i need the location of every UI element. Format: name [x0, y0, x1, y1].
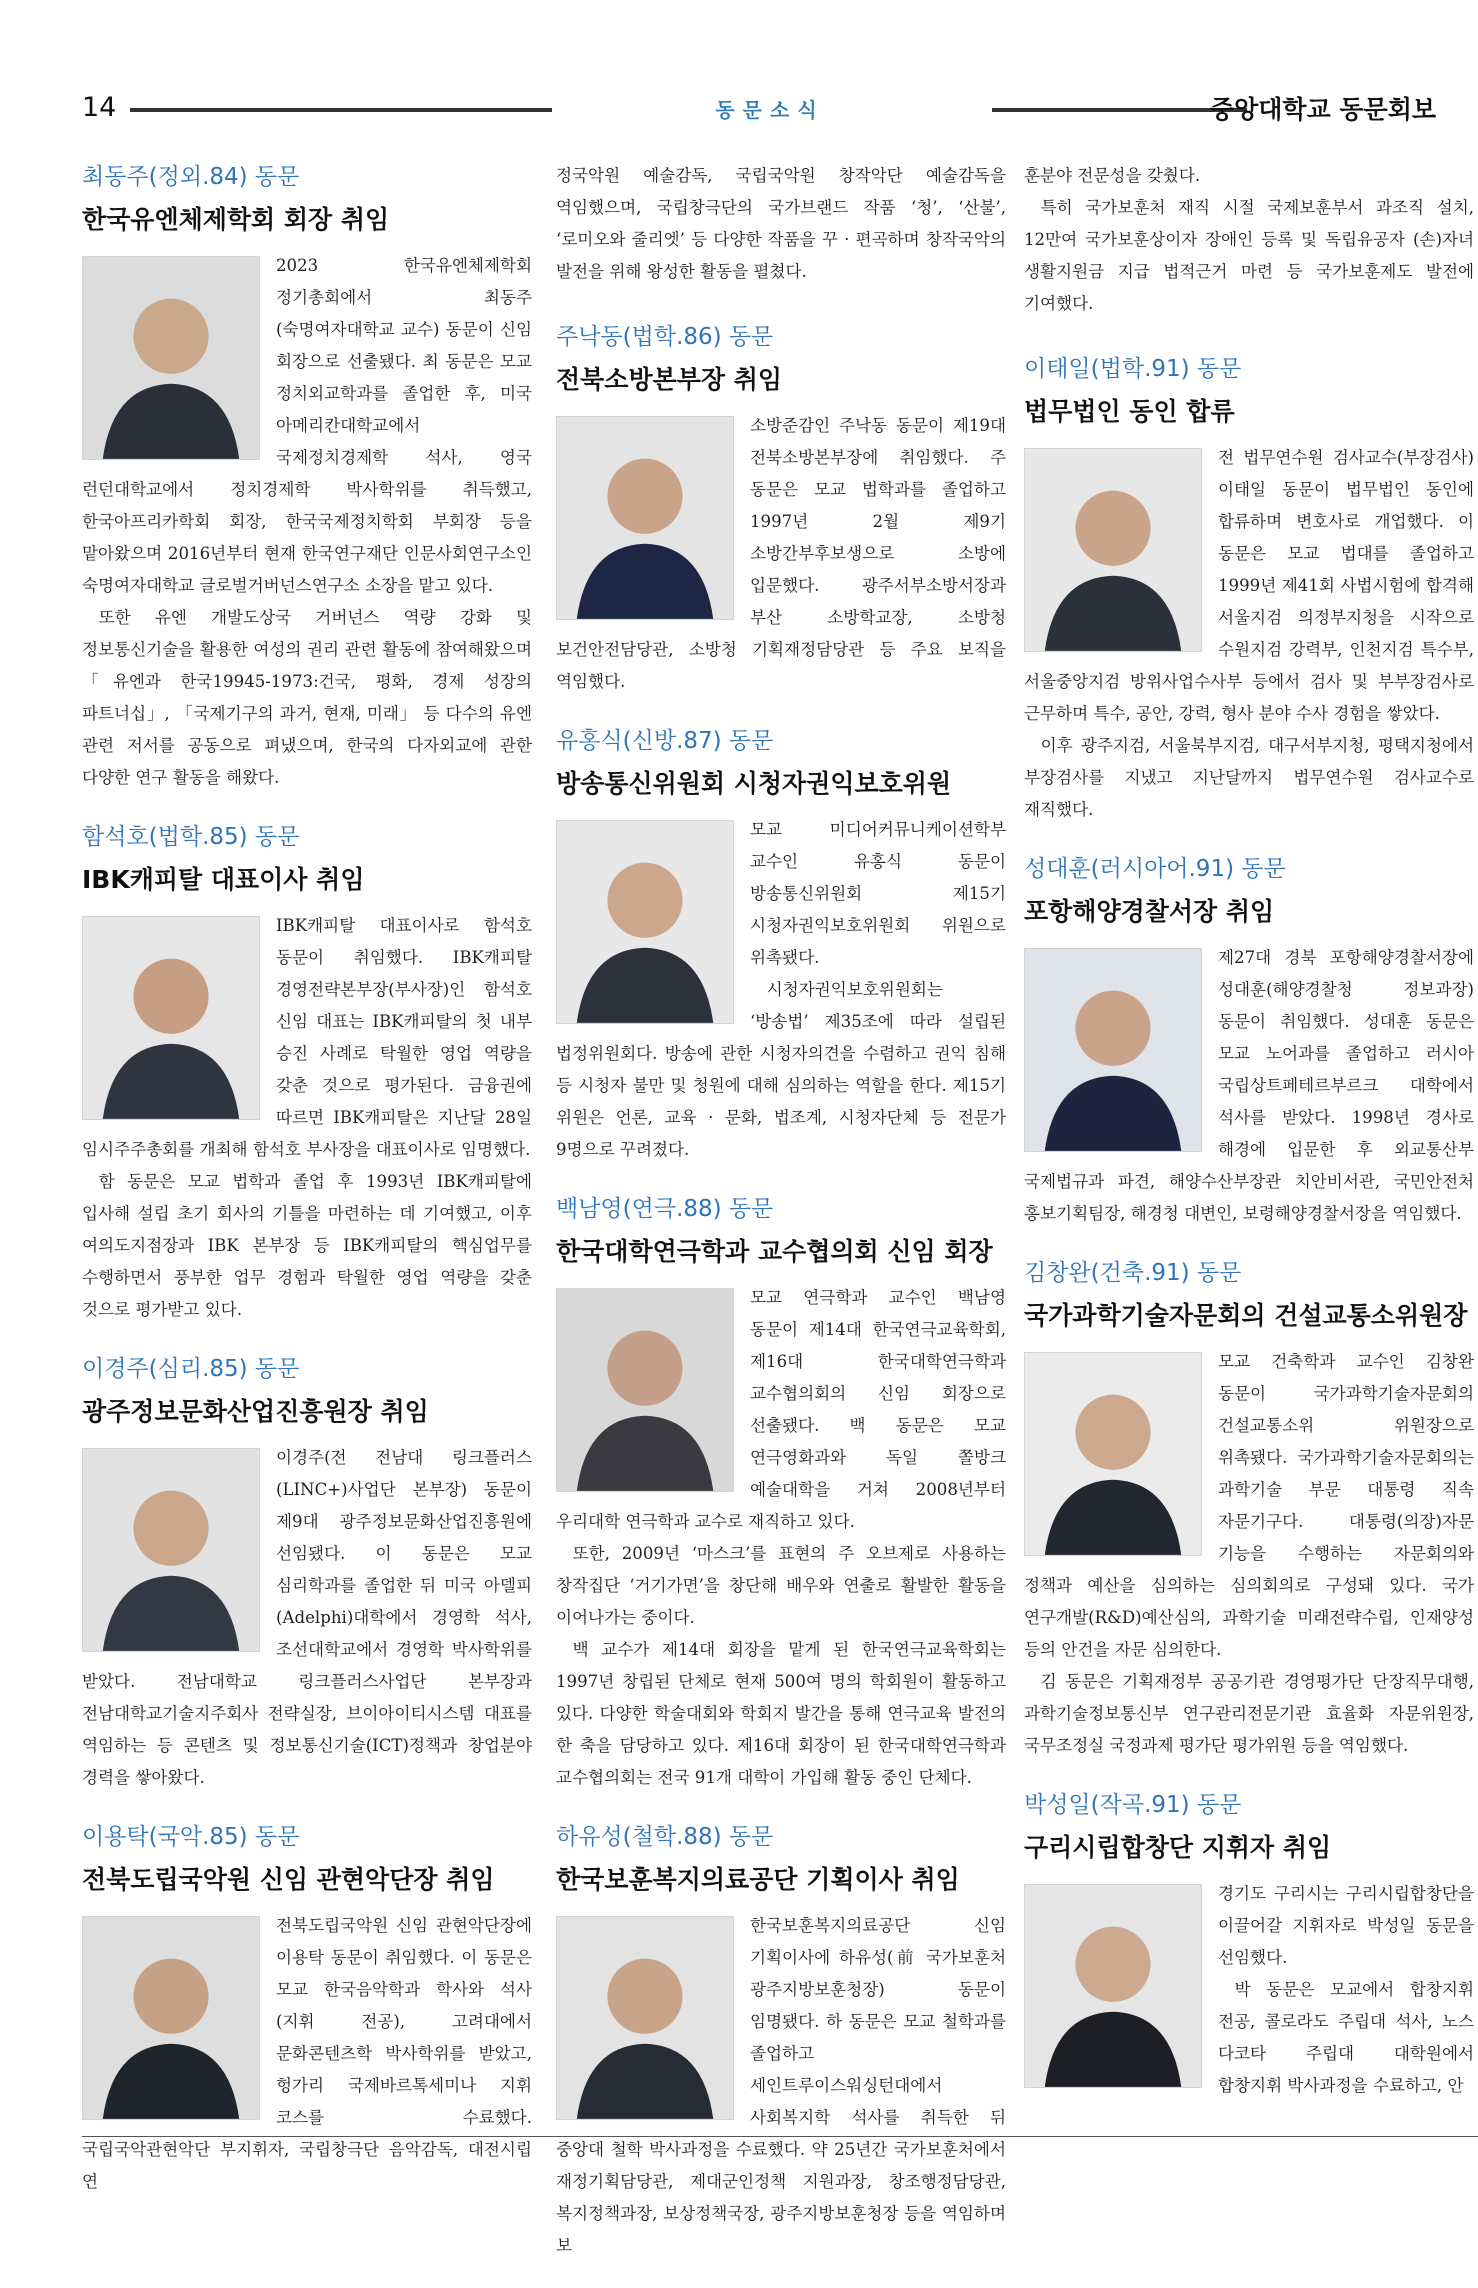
portrait-photo — [556, 1288, 734, 1492]
article-body: 모교 연극학과 교수인 백남영 동문이 제14대 한국연극교육학회, 제16대 한국대학연극학과 교수협의회의 신임 회장으로 선출됐다. 백 동문은 모교 연극영화과와 독일 쫄방크 예술대학을 거쳐 2008년부터 우리대학 연극학과 교수로 재직하고 있다. — [556, 1288, 1006, 1531]
page-header — [0, 0, 1478, 150]
alumni-name: 이경주(심리.85) 동문 — [82, 1356, 300, 1382]
article-body: 소방준감인 주낙동 동문이 제19대 전북소방본부장에 취임했다. 주 동문은 모교 법학과를 졸업하고 1997년 2월 제9기 소방간부후보생으로 소방에 입문했다. 광주서부소방서장과 부산 소방학교장, 소방청 보건안전담당관, 소방청 기획재정담당관 등 주요 보직을 역임했다. — [556, 416, 1006, 691]
alumni-name: 유홍식(신방.87) 동문 — [556, 728, 774, 754]
alumni-name: 백남영(연극.88) 동문 — [556, 1196, 774, 1222]
article-kim-changwan — [1024, 1256, 1474, 1762]
article-lee-gyeongju — [82, 1352, 532, 1794]
article-continued — [556, 160, 1006, 288]
portrait-photo — [1024, 948, 1202, 1152]
article-body: 이경주(전 전남대 링크플러스(LINC+)사업단 본부장) 동문이 제9대 광주정보문화산업진흥원에 선임됐다. 이 동문은 모교 심리학과를 졸업한 뒤 미국 아델피(Adelphi)대학에서 경영학 석사, 조선대학교에서 경영학 박사학위를 받았다. 전남대학교 링크플러스사업단 본부장과 전남대학교기술지주회사 전략실장, 브이아이티시스템 대표를 역임하는 등 콘텐츠 및 정보통신기술(ICT)정책과 창업분야 경력을 쌓아왔다. — [82, 1448, 532, 1787]
portrait-photo — [82, 256, 260, 460]
article-title: 한국대학연극학과 교수협의회 신임 회장 — [556, 1237, 993, 1266]
portrait-photo — [556, 416, 734, 620]
article-title: 포항해양경찰서장 취임 — [1024, 897, 1275, 926]
portrait-photo — [82, 916, 260, 1120]
article-body: 정국악원 예술감독, 국립국악원 창작악단 예술감독을 역임했으며, 국립창극단의 국가브랜드 작품 ‘청’, ‘산불’, ‘로미오와 줄리엣’ 등 다양한 작품을 꾸 · 편곡하며 창작국악의 발전을 위해 왕성한 활동을 펼쳤다. — [556, 166, 1006, 281]
article-yu-hongsik — [556, 724, 1006, 1166]
article-title: 전북도립국악원 신임 관현악단장 취임 — [82, 1865, 495, 1894]
article-title: 전북소방본부장 취임 — [556, 365, 783, 394]
article-baek-namyeong — [556, 1192, 1006, 1794]
section-title: 동문소식 — [715, 98, 825, 122]
alumni-name: 성대훈(러시아어.91) 동문 — [1024, 856, 1286, 882]
article-continued — [1024, 160, 1474, 320]
article-body-2: 또한, 2009년 ‘마스크’를 표현의 주 오브제로 사용하는 창작집단 ‘거기가면’을 창단해 배우와 연출로 활발한 활동을 이어나가는 중이다. — [556, 1544, 1006, 1627]
article-title: 구리시립합창단 지휘자 취임 — [1024, 1833, 1332, 1862]
header-rule-right — [992, 108, 1247, 112]
article-body: IBK캐피탈 대표이사로 함석호 동문이 취임했다. IBK캐피탈 경영전략본부장(부사장)인 함석호 신임 대표는 IBK캐피탈의 첫 내부 승진 사례로 탁월한 영업 역량을 갖춘 것으로 평가된다. 금융권에 따르면 IBK캐피탈은 지난달 28일 임시주주총회를 개최해 함석호 부사장을 대표이사로 임명했다. — [82, 916, 532, 1159]
portrait-photo — [1024, 448, 1202, 652]
alumni-name: 이태일(법학.91) 동문 — [1024, 356, 1242, 382]
article-body: 2023 한국유엔체제학회 정기총회에서 최동주(숙명여자대학교 교수) 동문이 신임 회장으로 선출됐다. 최 동문은 모교 정치외교학과를 졸업한 후, 미국 아메리칸대학교에서 국제정치경제학 석사, 영국 런던대학교에서 정치경제학 박사학위를 취득했고, 한국아프리카학회 회장, 한국국제정치학회 부회장 등을 맡아왔으며 2016년부터 현재 한국연구재단 인문사회연구소인 숙명여자대학교 글로벌거버넌스연구소 소장을 맡고 있다. — [82, 256, 532, 595]
article-choi-dongju — [82, 160, 532, 794]
header-rule-left — [130, 108, 552, 112]
article-body-2: 김 동문은 기획재정부 공공기관 경영평가단 단장직무대행, 과학기술정보통신부 연구관리전문기관 효율화 자문위원장, 국무조정실 국정과제 평가단 평가위원 등을 역임했다. — [1024, 1672, 1474, 1755]
article-ham-seokho — [82, 820, 532, 1326]
alumni-name: 박성일(작곡.91) 동문 — [1024, 1792, 1242, 1818]
portrait-photo — [1024, 1884, 1202, 2088]
article-title: IBK캐피탈 대표이사 취임 — [82, 865, 365, 894]
article-body-2: 특히 국가보훈처 재직 시절 국제보훈부서 과조직 설치, 12만여 국가보훈상이자 장애인 등록 및 독립유공자 (손)자녀 생활지원금 지급 법적근거 마련 등 국가보훈제도 발전에 기여했다. — [1024, 198, 1474, 313]
article-body-2: 이후 광주지검, 서울북부지검, 대구서부지청, 평택지청에서 부장검사를 지냈고 지난달까지 법무연수원 검사교수로 재직했다. — [1024, 736, 1474, 819]
alumni-name: 김창완(건축.91) 동문 — [1024, 1260, 1242, 1286]
article-body: 모교 건축학과 교수인 김창완 동문이 국가과학기술자문회의 건설교통소위 위원장으로 위촉됐다. 국가과학기술자문회의는 과학기술 부문 대통령 직속 자문기구다. 대통령(의장)자문 기능을 수행하는 자문회의와 정책과 예산을 심의하는 심의회의로 구성돼 있다. 국가 연구개발(R&D)예산심의, 과학기술 미래전략수립, 인재양성 등의 안건을 자문 심의한다. — [1024, 1352, 1474, 1659]
article-title: 국가과학기술자문회의 건설교통소위원장 — [1024, 1301, 1468, 1330]
alumni-name: 함석호(법학.85) 동문 — [82, 824, 300, 850]
portrait-photo — [556, 820, 734, 1024]
alumni-name: 최동주(정외.84) 동문 — [82, 164, 300, 190]
article-lee-yongtak — [82, 1820, 532, 2198]
bottom-rule — [82, 2136, 1478, 2137]
article-title: 방송통신위원회 시청자권익보호위원 — [556, 769, 952, 798]
article-body: 전 법무연수원 검사교수(부장검사) 이태일 동문이 법무법인 동인에 합류하며 변호사로 개업했다. 이 동문은 모교 법대를 졸업하고 1999년 제41회 사법시험에 합격해 서울지검 의정부지청을 시작으로 수원지검 강력부, 인천지검 특수부, 서울중앙지검 방위사업수사부 등에서 검사 및 부부장검사로 근무하며 특수, 공안, 강력, 형사 분야 수사 경험을 쌓았다. — [1024, 448, 1474, 723]
article-body-2: 박 동문은 모교에서 합창지휘 전공, 콜로라도 주립대 석사, 노스 다코타 주립대 대학원에서 합창지휘 박사과정을 수료하고, 안 — [1218, 1980, 1474, 2095]
article-body: 전북도립국악원 신임 관현악단장에 이용탁 동문이 취임했다. 이 동문은 모교 한국음악학과 학사와 석사(지휘 전공), 고려대에서 문화콘텐츠학 박사학위를 받았고, 헝가리 국제바르톡세미나 지휘 코스를 수료했다. 국립국악관현악단 부지휘자, 국립창극단 음악감독, 대전시립 연 — [82, 1916, 532, 2191]
publication-title: 중앙대학교 동문회보 — [1209, 95, 1436, 124]
article-body: 제27대 경북 포항해양경찰서장에 성대훈(해양경찰청 정보과장) 동문이 취임했다. 성대훈 동문은 모교 노어과를 졸업하고 러시아 국립상트페테르부르크 대학에서 석사를 받았다. 1998년 경사로 해경에 입문한 후 외교통산부 국제법규과 파견, 해양수산부장관 치안비서관, 국민안전처 홍보기획팀장, 해경청 대변인, 보령해양경찰서장을 역임했다. — [1024, 948, 1474, 1223]
article-seong-daehun — [1024, 852, 1474, 1230]
article-title: 광주정보문화산업진흥원장 취임 — [82, 1397, 429, 1426]
page-number: 14 — [82, 92, 117, 123]
article-body: 경기도 구리시는 구리시립합창단을 이끌어갈 지휘자로 박성일 동문을 선임했다. — [1218, 1884, 1474, 1967]
article-ju-nakdong — [556, 320, 1006, 698]
portrait-photo — [82, 1916, 260, 2120]
alumni-name: 하유성(철학.88) 동문 — [556, 1824, 774, 1850]
portrait-photo — [1024, 1352, 1202, 1556]
article-title: 한국보훈복지의료공단 기획이사 취임 — [556, 1865, 960, 1894]
column-1 — [82, 160, 532, 2224]
portrait-photo — [556, 1916, 734, 2120]
article-park-seongil — [1024, 1788, 1474, 2102]
article-body: 한국보훈복지의료공단 신임 기획이사에 하유성(前 국가보훈처 광주지방보훈청장) 동문이 임명됐다. 하 동문은 모교 철학과를 졸업하고 세인트루이스워싱턴대에서 사회복지학 석사를 취득한 뒤 중앙대 철학 박사과정을 수료했다. 약 25년간 국가보훈처에서 재정기획담당관, 제대군인정책 지원과장, 창조행정담당관, 복지정책과장, 보상정책국장, 광주지방보훈청장 등을 역임하며 보 — [556, 1916, 1006, 2255]
article-title: 한국유엔체제학회 회장 취임 — [82, 205, 390, 234]
article-title: 법무법인 동인 합류 — [1024, 397, 1235, 426]
alumni-name: 주낙동(법학.86) 동문 — [556, 324, 774, 350]
portrait-photo — [82, 1448, 260, 1652]
column-3 — [1024, 160, 1474, 2128]
alumni-name: 이용탁(국악.85) 동문 — [82, 1824, 300, 1850]
article-body-2: 함 동문은 모교 법학과 졸업 후 1993년 IBK캐피탈에 입사해 설립 초기 회사의 기틀을 마련하는 데 기여했고, 이후 여의도지점장과 IBK 본부장 등 IBK캐피탈의 핵심업무를 수행하면서 풍부한 업무 경험과 탁월한 영업 역량을 갖춘 것으로 평가받고 있다. — [82, 1172, 532, 1319]
article-ha-yuseong — [556, 1820, 1006, 2262]
article-body-2: 시청자권익보호위원회는 ‘방송법’ 제35조에 따라 설립된 법정위원회다. 방송에 관한 시청자의견을 수렴하고 권익 침해 등 시청자 불만 및 청원에 대해 심의하는 역할을 한다. 제15기 위원은 언론, 교육 · 문화, 법조계, 시청자단체 등 전문가 9명으로 꾸려졌다. — [556, 980, 1006, 1159]
article-lee-taeil — [1024, 352, 1474, 826]
article-body-2: 또한 유엔 개발도상국 거버넌스 역량 강화 및 정보통신기술을 활용한 여성의 권리 관련 활동에 참여해왔으며 「유엔과 한국19945-1973:건국, 평화, 경제 성장의 파트너십」, 「국제기구의 과거, 현재, 미래」 등 다수의 유엔 관련 저서를 공동으로 펴냈으며, 한국의 다자외교에 관한 다양한 연구 활동을 해왔다. — [82, 608, 532, 787]
article-body-3: 백 교수가 제14대 회장을 맡게 된 한국연극교육학회는 1997년 창립된 단체로 현재 500여 명의 학회원이 활동하고 있다. 다양한 학술대회와 학회지 발간을 통해 연극교육 발전의 한 축을 담당하고 있다. 제16대 회장이 된 한국대학연극학과 교수협의회는 전국 91개 대학이 가입해 활동 중인 단체다. — [556, 1640, 1006, 1787]
column-2 — [556, 160, 1006, 2288]
article-body: 훈분야 전문성을 갖췄다. — [1024, 166, 1201, 185]
article-body: 모교 미디어커뮤니케이션학부 교수인 유홍식 동문이 방송통신위원회 제15기 시청자권익보호위원회 위원으로 위촉됐다. — [750, 820, 1006, 967]
